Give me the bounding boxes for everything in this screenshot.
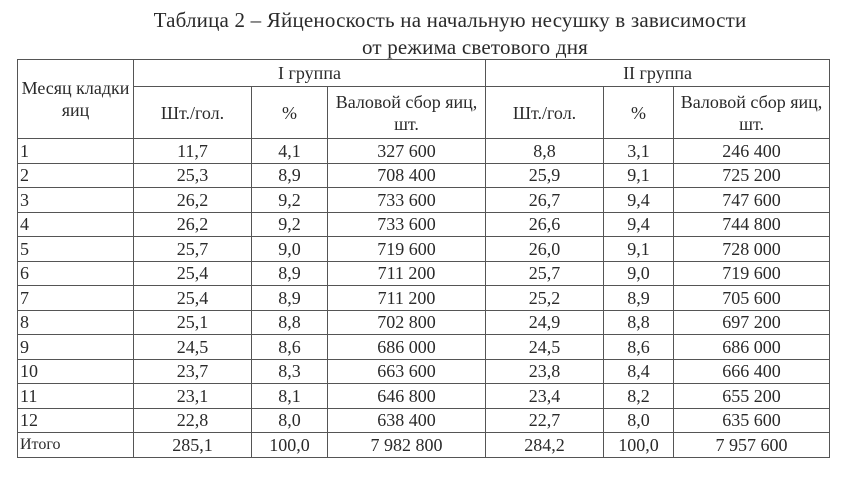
g2-percent-cell: 8,0 xyxy=(604,408,674,433)
g1-per-head-cell: 25,4 xyxy=(134,261,252,286)
g2-percent-cell: 8,9 xyxy=(604,286,674,311)
g2-gross-cell: 7 957 600 xyxy=(674,433,830,458)
g2-gross-cell: 635 600 xyxy=(674,408,830,433)
g1-per-head-cell: 25,1 xyxy=(134,310,252,335)
g2-per-head-cell: 25,2 xyxy=(486,286,604,311)
g1-percent-cell: 9,2 xyxy=(252,188,328,213)
g1-per-head-cell: 25,7 xyxy=(134,237,252,262)
g1-percent-cell: 4,1 xyxy=(252,139,328,164)
table-row xyxy=(18,384,830,409)
g1-percent-cell: 8,6 xyxy=(252,335,328,360)
month-cell: 6 xyxy=(18,261,134,286)
g1-gross-cell: 711 200 xyxy=(328,286,486,311)
g1-per-head-cell: 11,7 xyxy=(134,139,252,164)
g2-gross-cell: 705 600 xyxy=(674,286,830,311)
month-cell: 12 xyxy=(18,408,134,433)
g1-percent-cell: 8,9 xyxy=(252,163,328,188)
g1-percent-cell: 9,2 xyxy=(252,212,328,237)
month-cell: 5 xyxy=(18,237,134,262)
g1-per-head-cell: 22,8 xyxy=(134,408,252,433)
g1-gross-cell: 708 400 xyxy=(328,163,486,188)
g2-percent-cell: 8,2 xyxy=(604,384,674,409)
month-cell: Итого xyxy=(18,433,134,458)
table-row xyxy=(18,163,830,188)
g1-per-head-cell: 23,7 xyxy=(134,359,252,384)
table-row xyxy=(18,286,830,311)
table-row xyxy=(18,359,830,384)
month-cell: 1 xyxy=(18,139,134,164)
g1-gross-cell: 646 800 xyxy=(328,384,486,409)
table-body xyxy=(18,139,830,458)
table-row xyxy=(18,408,830,433)
g2-per-head-cell: 26,7 xyxy=(486,188,604,213)
g2-per-head-cell: 25,9 xyxy=(486,163,604,188)
header-g2-per-head: Шт./гол. xyxy=(486,87,604,139)
g1-per-head-cell: 25,4 xyxy=(134,286,252,311)
g2-per-head-cell: 25,7 xyxy=(486,261,604,286)
g1-gross-cell: 327 600 xyxy=(328,139,486,164)
g2-per-head-cell: 26,6 xyxy=(486,212,604,237)
g1-per-head-cell: 24,5 xyxy=(134,335,252,360)
g1-gross-cell: 733 600 xyxy=(328,212,486,237)
g2-percent-cell: 9,4 xyxy=(604,188,674,213)
g1-per-head-cell: 25,3 xyxy=(134,163,252,188)
g2-percent-cell: 9,1 xyxy=(604,237,674,262)
g1-gross-cell: 7 982 800 xyxy=(328,433,486,458)
g1-percent-cell: 100,0 xyxy=(252,433,328,458)
g1-percent-cell: 8,9 xyxy=(252,286,328,311)
g1-percent-cell: 8,8 xyxy=(252,310,328,335)
g1-gross-cell: 702 800 xyxy=(328,310,486,335)
g2-per-head-cell: 24,5 xyxy=(486,335,604,360)
g2-percent-cell: 9,0 xyxy=(604,261,674,286)
table-caption-line-1: Таблица 2 – Яйценоскость на начальную несушку в зависимости xyxy=(153,8,747,32)
header-row-groups xyxy=(18,60,830,87)
egg-production-table xyxy=(17,59,830,458)
month-cell: 11 xyxy=(18,384,134,409)
header-g1-percent: % xyxy=(252,87,328,139)
month-cell: 4 xyxy=(18,212,134,237)
g1-per-head-cell: 26,2 xyxy=(134,212,252,237)
g1-percent-cell: 8,1 xyxy=(252,384,328,409)
g1-per-head-cell: 285,1 xyxy=(134,433,252,458)
table-row xyxy=(18,139,830,164)
g2-percent-cell: 100,0 xyxy=(604,433,674,458)
g1-per-head-cell: 23,1 xyxy=(134,384,252,409)
g2-percent-cell: 8,4 xyxy=(604,359,674,384)
header-g2-gross: Валовой сбор яиц, шт. xyxy=(674,87,830,139)
g1-gross-cell: 711 200 xyxy=(328,261,486,286)
g2-percent-cell: 9,4 xyxy=(604,212,674,237)
header-month: Месяц кладки яиц xyxy=(18,60,134,139)
header-g1-gross: Валовой сбор яиц, шт. xyxy=(328,87,486,139)
month-cell: 8 xyxy=(18,310,134,335)
g2-percent-cell: 8,8 xyxy=(604,310,674,335)
table-caption-line-2: от режима светового дня xyxy=(361,35,589,59)
header-group-1: I группа xyxy=(134,60,486,87)
header-row-columns xyxy=(18,87,830,139)
g2-gross-cell: 744 800 xyxy=(674,212,830,237)
header-g2-percent: % xyxy=(604,87,674,139)
g1-percent-cell: 9,0 xyxy=(252,237,328,262)
g1-per-head-cell: 26,2 xyxy=(134,188,252,213)
month-cell: 3 xyxy=(18,188,134,213)
header-group-2: II группа xyxy=(486,60,830,87)
g2-gross-cell: 697 200 xyxy=(674,310,830,335)
g2-percent-cell: 8,6 xyxy=(604,335,674,360)
g2-gross-cell: 686 000 xyxy=(674,335,830,360)
g2-gross-cell: 728 000 xyxy=(674,237,830,262)
month-cell: 10 xyxy=(18,359,134,384)
g1-percent-cell: 8,9 xyxy=(252,261,328,286)
g1-percent-cell: 8,0 xyxy=(252,408,328,433)
g2-per-head-cell: 22,7 xyxy=(486,408,604,433)
total-row xyxy=(18,433,830,458)
g1-gross-cell: 733 600 xyxy=(328,188,486,213)
g2-percent-cell: 9,1 xyxy=(604,163,674,188)
g2-gross-cell: 747 600 xyxy=(674,188,830,213)
g2-gross-cell: 246 400 xyxy=(674,139,830,164)
g1-gross-cell: 686 000 xyxy=(328,335,486,360)
month-cell: 9 xyxy=(18,335,134,360)
g2-percent-cell: 3,1 xyxy=(604,139,674,164)
g2-gross-cell: 719 600 xyxy=(674,261,830,286)
g2-gross-cell: 725 200 xyxy=(674,163,830,188)
g1-gross-cell: 719 600 xyxy=(328,237,486,262)
table-row xyxy=(18,261,830,286)
header-g1-per-head: Шт./гол. xyxy=(134,87,252,139)
g2-per-head-cell: 23,8 xyxy=(486,359,604,384)
table-row xyxy=(18,212,830,237)
g2-per-head-cell: 8,8 xyxy=(486,139,604,164)
g1-gross-cell: 663 600 xyxy=(328,359,486,384)
g2-gross-cell: 666 400 xyxy=(674,359,830,384)
table-row xyxy=(18,188,830,213)
g2-per-head-cell: 23,4 xyxy=(486,384,604,409)
table-row xyxy=(18,237,830,262)
month-cell: 7 xyxy=(18,286,134,311)
g1-percent-cell: 8,3 xyxy=(252,359,328,384)
month-cell: 2 xyxy=(18,163,134,188)
g2-per-head-cell: 284,2 xyxy=(486,433,604,458)
table-row xyxy=(18,335,830,360)
g2-per-head-cell: 24,9 xyxy=(486,310,604,335)
table-row xyxy=(18,310,830,335)
g2-per-head-cell: 26,0 xyxy=(486,237,604,262)
g1-gross-cell: 638 400 xyxy=(328,408,486,433)
g2-gross-cell: 655 200 xyxy=(674,384,830,409)
